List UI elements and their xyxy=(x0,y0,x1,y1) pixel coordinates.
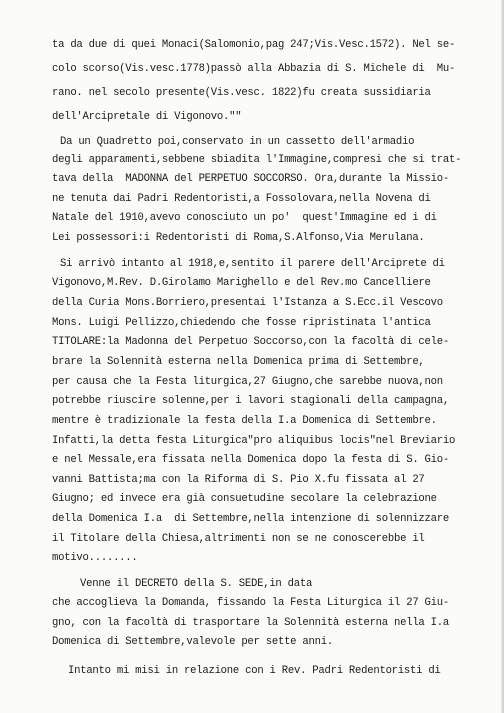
text-line-22: vanni Battista;ma con la Riforma di S. Pio X.fu fissata al 27 xyxy=(52,474,425,486)
text-line-29: gno, con la facoltà di trasportare la Solennità esterna nella I.a xyxy=(52,617,449,629)
text-line-16: brare la Solennità esterna nella Domenica prima di Settembre, xyxy=(52,356,425,368)
text-line-24: della Domenica I.a di Settembre,nella intenzione di solennizzare xyxy=(52,513,449,525)
text-line-12: Vigonovo,M.Rev. D.Girolamo Marighello e del Rev.mo Cancelliere xyxy=(52,277,431,289)
text-line-9: Natale del 1910,avevo conosciuto un po' quest'Immagine ed i di xyxy=(52,212,437,224)
text-line-14: Mons. Luigi Pellizzo,chiedendo che fosse ripristinata l'antica xyxy=(52,317,431,329)
text-line-6: degli apparamenti,sebbene sbiadita l'Immagine,compresi che si trat- xyxy=(52,154,462,166)
text-line-25: il Titolare della Chiesa,altrimenti non se ne conoscerebbe il xyxy=(52,533,425,545)
text-line-1: ta da due di quei Monaci(Salomonio,pag 247;Vis.Vesc.1572). Nel se- xyxy=(52,39,456,51)
text-line-13: della Curia Mons.Borriero,presentai l'Istanza a S.Ecc.il Vescovo xyxy=(52,297,443,309)
text-line-3: rano. nel secolo presente(Vis.vesc. 1822)fu creata sussidiaria xyxy=(52,87,431,99)
text-line-31: Intanto mi misi in relazione con i Rev. Padri Redentoristi di xyxy=(68,665,441,677)
text-line-27: Venne il DECRETO della S. SEDE,in data xyxy=(80,578,313,590)
text-line-26: motivo........ xyxy=(52,552,138,564)
text-line-5: Da un Quadretto poi,conservato in un cassetto dell'armadio xyxy=(60,136,415,148)
text-line-18: potrebbe riuscire solenne,per i lavori stagionali della campagna, xyxy=(52,395,449,407)
text-line-28: che accoglieva la Domanda, fissando la Festa Liturgica il 27 Giu- xyxy=(52,597,449,609)
text-line-17: per causa che la Festa liturgica,27 Giugno,che sarebbe nuova,non xyxy=(52,376,443,388)
text-line-8: ne tenuta dai Padri Redentoristi,a Fossolovara,nella Novena di xyxy=(52,193,431,205)
text-line-7: tava della MADONNA del PERPETUO SOCCORSO. Ora,durante la Missio- xyxy=(52,173,449,185)
text-line-11: Si arrivò intanto al 1918,e,sentito il parere dell'Arciprete di xyxy=(60,258,445,270)
text-line-4: dell'Arcipretale di Vigonovo."" xyxy=(52,111,242,123)
text-line-21: e nel Messale,era fissata nella Domenica dopo la festa di S. Gio- xyxy=(52,454,449,466)
text-line-20: Infatti,la detta festa Liturgica"pro aliquibus locis"nel Breviario xyxy=(52,435,456,447)
text-line-23: Giugno; ed invece era già consuetudine secolare la celebrazione xyxy=(52,493,437,505)
text-line-10: Lei possessori:i Redentoristi di Roma,S.Alfonso,Via Merulana. xyxy=(52,232,425,244)
text-line-15: TITOLARE:la Madonna del Perpetuo Soccorso,con la facoltà di cele- xyxy=(52,336,449,348)
text-line-19: mentre è tradizionale la festa della I.a Domenica di Settembre. xyxy=(52,415,437,427)
text-line-2: colo scorso(Vis.vesc.1778)passò alla Abbazia di S. Michele di Mu- xyxy=(52,63,456,75)
text-line-30: Domenica di Settembre,valevole per sette anni. xyxy=(52,636,333,648)
